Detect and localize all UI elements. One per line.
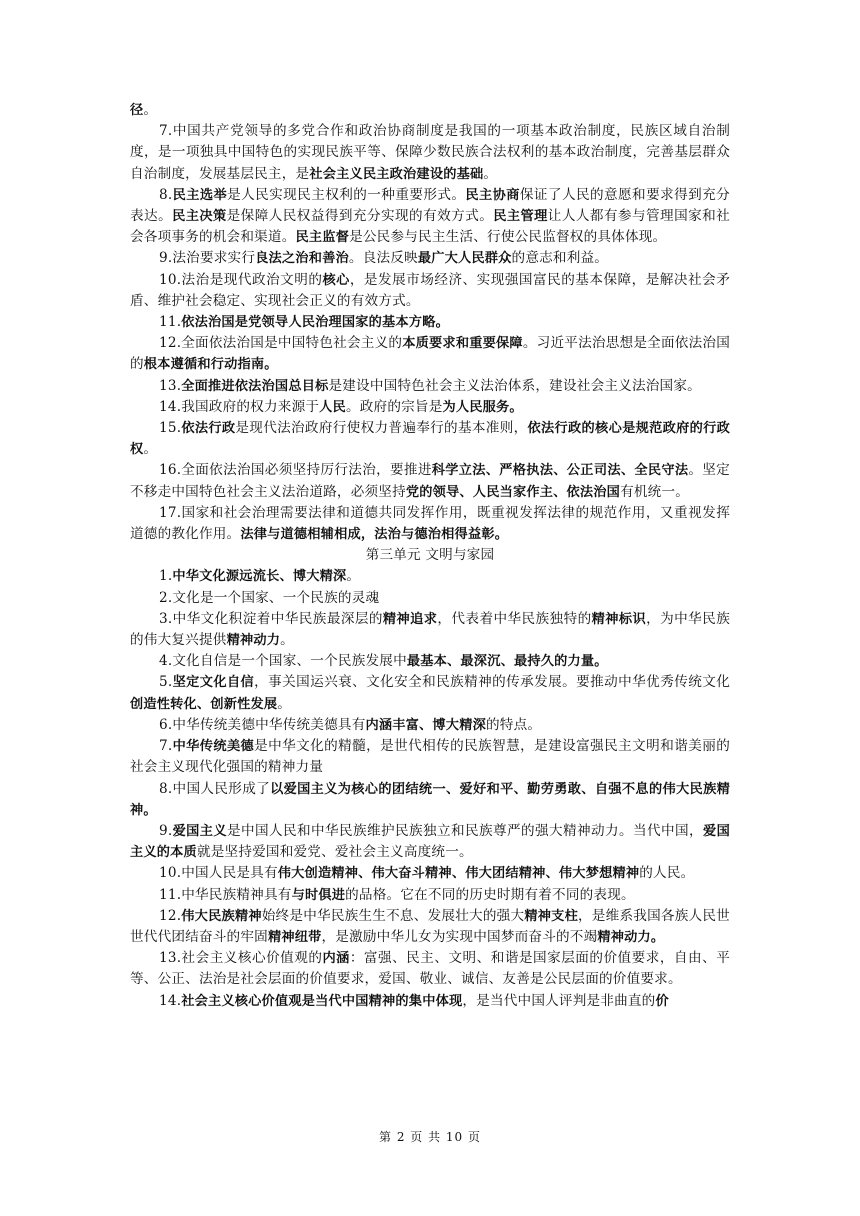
paragraph <box>130 397 730 418</box>
text-run: 13.社会主义核心价值观的 <box>159 950 323 967</box>
text-run: 是建设中国特色社会主义法治体系，建设社会主义法治国家。 <box>328 377 701 394</box>
bold-text: 全面推进依法治国总目标 <box>181 378 329 394</box>
paragraph <box>130 503 730 545</box>
bold-text: 精神追求 <box>382 611 438 627</box>
paragraph <box>130 312 730 333</box>
paragraph <box>130 991 730 1012</box>
text-run: 的人民。 <box>639 865 695 882</box>
paragraph <box>130 715 730 736</box>
bold-text: 党的领导、人民当家作主、依法治国 <box>405 484 621 500</box>
text-run: ，是激励中华儿女为实现中国梦而奋斗的不竭 <box>321 928 598 945</box>
paragraph <box>130 779 730 821</box>
bold-text: 最基本、最深沉、最持久的力量。 <box>406 654 608 670</box>
text-run: 8. <box>159 186 173 203</box>
text-run: 。政府的宗旨是 <box>345 398 443 415</box>
paragraph <box>130 270 730 312</box>
text-run: ：富强、民主、文明、和谐是国家层面的价值要求，自由、平等、公正、法治是社会层面的价值要求，爱国、敬业、诚信、友善是公民层面的价值要求。 <box>130 950 730 988</box>
text-run: 是保障人民权益得到充分实现的有效方式。 <box>226 208 494 225</box>
text-run: 保证了人民的意愿和要求得到充分表达。 <box>130 186 730 225</box>
bold-text: 民主选举 <box>172 187 228 203</box>
text-run: 12.全面依法治国是中国特色社会主义的 <box>159 335 403 352</box>
bold-text: 以爱国主义为核心的团结统一、爱好和平、勤劳勇敢、自强不息的伟大民族精神。 <box>130 781 730 818</box>
bold-text: 最广大人民群众 <box>417 251 512 267</box>
bold-text: 良法之治和善治 <box>255 251 349 267</box>
paragraph <box>130 821 730 863</box>
paragraph <box>130 121 730 185</box>
paragraph <box>130 885 730 906</box>
text-run: 14.我国政府的权力来源于 <box>159 398 320 415</box>
text-run: 。 <box>346 568 361 585</box>
text-run: 是人民实现民主权利的一种重要形式。 <box>227 186 466 203</box>
bold-text: 中华文化源远流长、博大精深 <box>172 569 347 585</box>
paragraph <box>130 376 730 397</box>
bold-text: 民主管理 <box>493 209 548 225</box>
paragraph <box>130 185 730 249</box>
text-run: 。 <box>143 441 158 458</box>
text-run: 。坚定不移走中国特色社会主义法治道路，必须坚持 <box>130 462 730 500</box>
bold-text: 内涵丰富、博大精深 <box>365 717 486 733</box>
paragraph <box>130 736 730 778</box>
text-run: 就是坚持爱国和爱党、爱社会主义高度统一。 <box>196 844 473 861</box>
bold-text: 民主监督 <box>295 230 350 246</box>
bold-text: 精神纽带 <box>267 929 322 945</box>
bold-text: 社会主义核心价值观是当代中国精神的集中体现 <box>181 993 463 1009</box>
text-run: 6.中华传统美德中华传统美德具有 <box>159 716 366 733</box>
text-run: 5. <box>159 674 173 691</box>
text-run: 12. <box>159 907 182 924</box>
text-run: 让人人都有参与管理国家和社会各项事务的机会和渠道。 <box>130 208 730 246</box>
bold-text: 中华传统美德 <box>172 739 255 755</box>
text-run: 15. <box>159 420 182 437</box>
text-run: 。 <box>143 102 158 118</box>
text-run: ，是发展市场经济、实现强国富民的基本保障，是解决社会矛盾、维护社会稳定、实现社会正义的有效方式。 <box>130 271 730 309</box>
paragraph <box>130 863 730 884</box>
paragraph <box>130 906 730 948</box>
text-run: 9. <box>159 822 173 839</box>
text-run: ，为中华民族的伟大复兴提供 <box>130 610 730 649</box>
text-run: 。良法反映 <box>348 250 418 267</box>
bold-text: 创造性转化、创新性发展 <box>130 696 278 712</box>
bold-text: 本质要求和重要保障 <box>402 336 523 352</box>
text-run: 14. <box>159 992 182 1009</box>
bold-text: 与时俱进 <box>291 887 346 903</box>
bold-text: 依法行政的核心是规范政府的行政权 <box>130 421 730 458</box>
text-run: 10.中国人民是具有 <box>159 865 278 882</box>
paragraph <box>130 333 730 375</box>
paragraph <box>130 566 730 587</box>
text-run: 有机统一。 <box>620 483 690 500</box>
paragraph <box>130 460 730 502</box>
bold-text: 民主决策 <box>172 209 227 225</box>
bold-text: 爱国主义的本质 <box>130 823 730 861</box>
text-run: 3.中华文化积淀着中华民族最深层的 <box>159 610 383 627</box>
bold-text: 价 <box>655 993 669 1009</box>
text-run: 10.法治是现代政治文明的 <box>159 271 323 288</box>
text-run: 17.国家和社会治理需要法律和道德共同发挥作用，既重视发挥法律的规范作用，又重视发挥道德的教化作用。 <box>130 504 730 543</box>
paragraph <box>130 948 730 990</box>
text-run: 。 <box>483 165 498 182</box>
text-run: 1. <box>159 568 173 585</box>
section-heading <box>130 545 730 566</box>
bold-text: 社会主义民主政治建设的基础 <box>309 166 484 182</box>
text-run: ，是维系我国各族人民世世代代团结奋斗的牢固 <box>130 907 730 945</box>
bold-text: 精神支柱 <box>524 908 578 924</box>
bold-text: 爱国主义 <box>172 823 227 839</box>
paragraph <box>130 651 730 672</box>
text-run: 始终是中华民族生生不息、发展壮大的强大 <box>261 907 525 924</box>
bold-text: 径 <box>130 103 144 118</box>
bold-text: 为人民服务。 <box>442 399 523 415</box>
bold-text: 依法行政 <box>181 421 236 437</box>
text-run: 的特点。 <box>485 716 542 733</box>
text-run: ，事关国运兴衰、文化安全和民族精神的传承发展。要推动中华优秀传统文化 <box>254 674 730 691</box>
text-run: 。 <box>277 695 292 712</box>
bold-text: 精神动力。 <box>597 929 665 945</box>
text-run: 13. <box>159 377 182 394</box>
text-run: 第三单元 文明与家园 <box>365 547 495 564</box>
paragraph <box>130 672 730 714</box>
text-run: 11.中华民族精神具有 <box>159 886 292 903</box>
text-run: 是公民参与民主生活、行使公民监督权的具体体现。 <box>349 229 667 246</box>
text-run: 2.文化是一个国家、一个民族的灵魂 <box>159 589 380 606</box>
text-run: ，是当代中国人评判是非曲直的 <box>462 992 656 1009</box>
text-run: 11. <box>159 314 182 331</box>
bold-text: 人民 <box>319 399 346 415</box>
text-run: 。 <box>280 632 294 649</box>
text-run: 是中华文化的精髓，是世代相传的民族智慧，是建设富强民主文明和谐美丽的社会主义现代化强国的精神力量 <box>130 738 730 776</box>
text-run: 7.中国共产党领导的多党合作和政治协商制度是我国的一项基本政治制度，民族区域自治制度，是一项独具中国特色的实现民族平等、保障少数民族合法权利的基本政治制度，完善基层群众自治制度，发展基层民主，是 <box>130 123 730 182</box>
bold-text: 伟大民族精神 <box>181 908 262 924</box>
bold-text: 法律与道德相辅相成，法治与德治相得益彰。 <box>240 527 509 543</box>
bold-text: 内涵 <box>322 951 350 967</box>
text-run: 9.法治要求实行 <box>159 250 256 267</box>
bold-text: 精神动力 <box>226 633 281 649</box>
text-run: ，代表着中华民族独特的 <box>437 610 592 627</box>
text-run: 7. <box>159 738 173 755</box>
bold-text: 依法治国是党领导人民治理国家的基本方略。 <box>181 315 449 331</box>
bold-text: 民主协商 <box>465 187 520 203</box>
bold-text: 坚定文化自信 <box>172 675 255 691</box>
text-run: 的品格。它在不同的历史时期有着不同的表现。 <box>345 886 635 903</box>
text-run: 8.中国人民形成了 <box>159 780 271 797</box>
paragraph <box>130 100 730 121</box>
text-run: 是现代法治政府行使权力普遍奉行的基本准则， <box>235 420 528 437</box>
page-footer: 第 2 页 共 10 页 <box>379 1130 481 1144</box>
paragraph <box>130 248 730 269</box>
document-body <box>130 100 730 1012</box>
bold-text: 根本遵循和行动指南。 <box>143 357 278 373</box>
text-run: 4.文化自信是一个国家、一个民族发展中 <box>159 653 407 670</box>
paragraph <box>130 609 730 651</box>
text-run: 。习近平法治思想是全面依法治国的 <box>130 335 730 373</box>
text-run: 16.全面依法治国必须坚持厉行法治，要推进 <box>159 462 432 479</box>
bold-text: 核心 <box>322 272 350 288</box>
text-run: 是中国人民和中华民族维护民族独立和民族尊严的强大精神动力。当代中国， <box>226 822 703 839</box>
bold-text: 科学立法、严格执法、公正司法、全民守法 <box>431 463 689 479</box>
bold-text: 精神标识 <box>591 611 647 627</box>
paragraph <box>130 418 730 460</box>
text-run: 的意志和利益。 <box>511 250 609 267</box>
paragraph <box>130 588 730 609</box>
bold-text: 伟大创造精神、伟大奋斗精神、伟大团结精神、伟大梦想精神 <box>277 866 640 882</box>
